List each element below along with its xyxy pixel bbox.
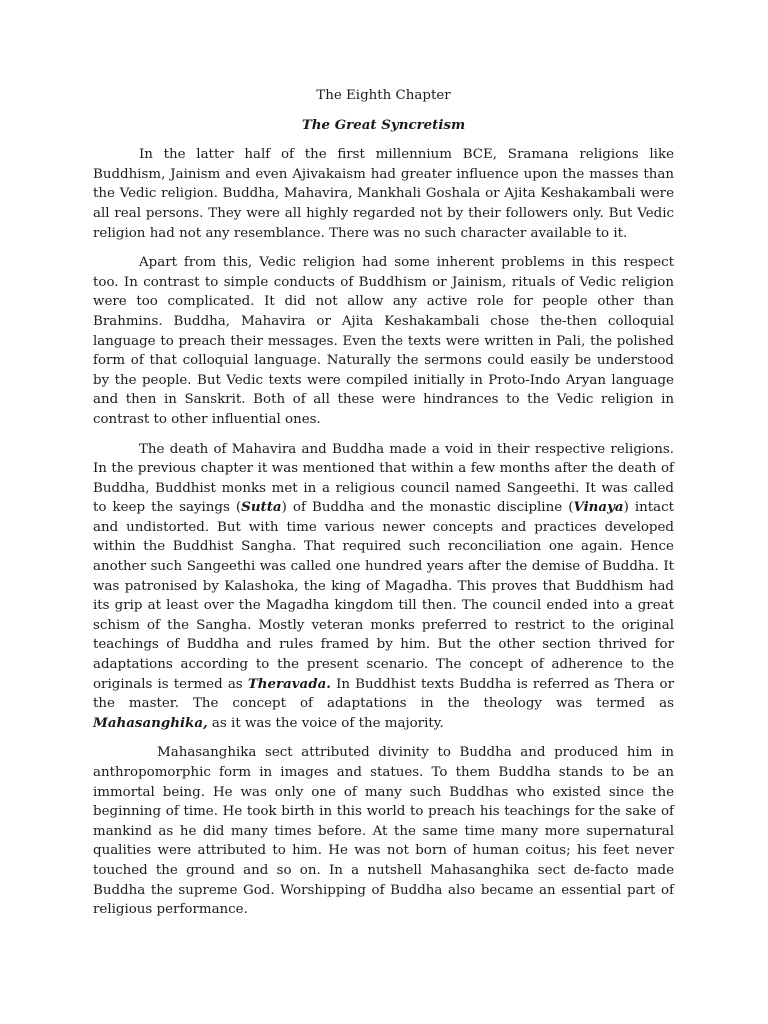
page-content [93, 86, 674, 930]
paragraph-3-text: The death of Mahavira and Buddha made a void in their respective religions. In the previous chapter it was mentioned that within a few months after the death of Buddha, Buddhist monks met in a religious council named Sangeethi. It was called to keep the sayings ( [93, 441, 674, 516]
paragraph-1: In the latter half of the first millennium BCE, Sramana religions like Buddhism, Jainism and even Ajivakaism had greater influence upon the masses than the Vedic religion. Buddha, Mahavira, Mankhali Goshala or Ajita Keshakambali were all real persons. They were all highly regarded not by their followers only. But Vedic religion had not any resemblance. There was no such character available to it. [93, 147, 674, 241]
paragraph-4: Mahasanghika sect attributed divinity to Buddha and produced him in anthropomorphic form in images and statues. To them Buddha stands to be an immortal being. He was only one of many such Buddhas who existed since the beginning of time. He took birth in this world to preach his teachings for the sake of mankind as he did many times before. At the same time many more supernatural qualities were attributed to him. He was not born of human coitus; his feet never touched the ground and so on. In a nutshell Mahasanghika sect de-facto made Buddha the supreme God. Worshipping of Buddha also became an essential part of religious performance. [93, 745, 674, 918]
paragraph-2: Apart from this, Vedic religion had some inherent problems in this respect too. In contrast to simple conducts of Buddhism or Jainism, rituals of Vedic religion were too complicated. It did not allow any active role for people other than Brahmins. Buddha, Mahavira or Ajita Keshakambali chose the-then colloquial language to preach their messages. Even the texts were written in Pali, the polished form of that colloquial language. Naturally the sermons could easily be understood by the people. But Vedic texts were compiled initially in Proto-Indo Aryan language and then in Sanskrit. Both of all these were hindrances to the Vedic religion in contrast to other influential ones. [93, 255, 674, 427]
paragraph-3-text: as it was the voice of the majority. [207, 715, 444, 731]
paragraph-3-text: In Buddhist texts Buddha is referred as Thera or the master. The concept of adaptations in the theology was termed as [93, 676, 674, 712]
term-theravada: Theravada. [247, 675, 331, 692]
chapter-heading: The Eighth Chapter [316, 88, 451, 103]
term-vinaya: Vinaya [573, 499, 624, 516]
term-mahasanghika: Mahasanghika, [93, 714, 208, 731]
paragraph-3-text: ) of Buddha and the monastic discipline ( [281, 500, 574, 516]
chapter-title: The Great Syncretism [301, 116, 466, 133]
term-sutta: Sutta [241, 499, 282, 516]
paragraph-3-text: ) intact and undistorted. But with time various newer concepts and practices developed within the Buddhist Sangha. That required such reconciliation one again. Hence another such Sangeethi was called one hundred years after the demise of Buddha. It was patronised by Kalashoka, the king of Magadha. This proves that Buddhism had its grip at least over the Magadha kingdom till then. The council ended into a great schism of the Sangha. Mostly veteran monks preferred to restrict to the original teachings of Buddha and rules framed by him. But the other section thrived for adaptations according to the present scenario. The concept of adherence to the originals is termed as [93, 500, 674, 692]
paragraph-3 [93, 440, 674, 734]
